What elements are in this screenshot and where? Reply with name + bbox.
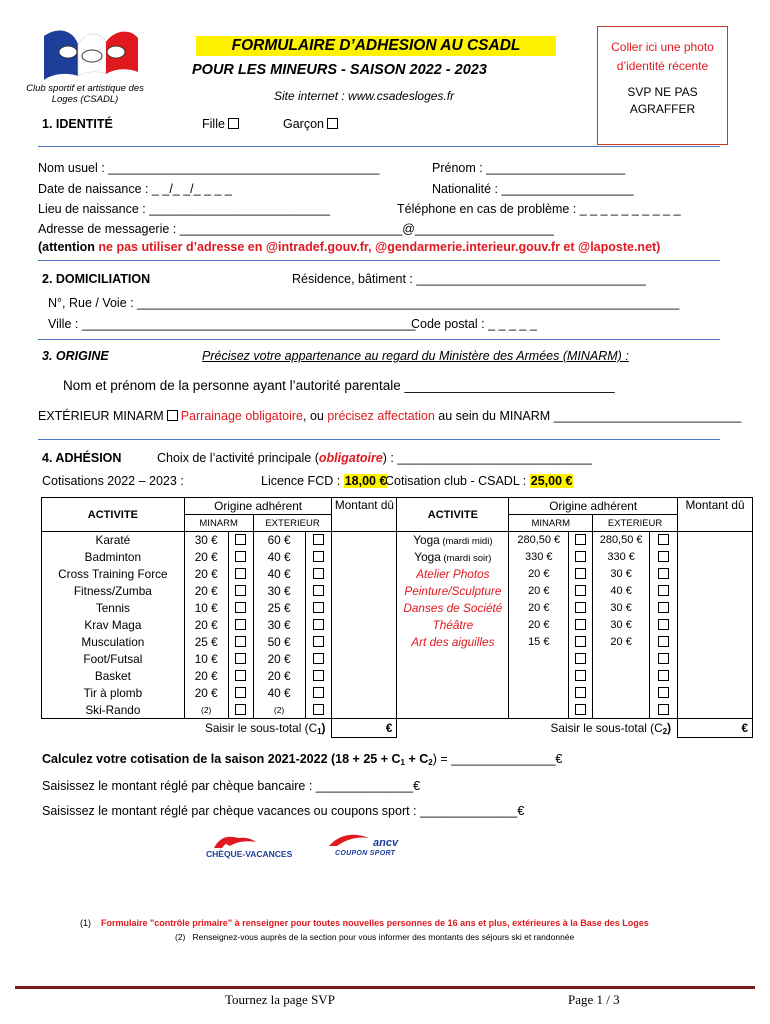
minarm-checkbox[interactable] xyxy=(235,704,246,715)
montant-input[interactable] xyxy=(678,634,753,651)
footnote-2: (2) Renseignez-vous auprès de la section pour vous informer des montants des séjours ski et randonnée xyxy=(175,932,575,942)
minarm-checkbox[interactable] xyxy=(235,670,246,681)
cotisation-club xyxy=(385,474,573,488)
exterieur-checkbox-cell[interactable] xyxy=(305,685,332,702)
exterieur-checkbox[interactable] xyxy=(313,602,324,613)
minarm-checkbox-cell[interactable] xyxy=(228,702,253,719)
cotisation-table xyxy=(41,497,753,738)
table-row xyxy=(42,532,753,549)
garcon-checkbox[interactable] xyxy=(327,118,338,129)
exterieur-checkbox[interactable] xyxy=(313,585,324,596)
exterieur-checkbox-cell[interactable] xyxy=(305,668,332,685)
fille-label: Fille xyxy=(202,117,225,131)
minarm-price: (2) xyxy=(184,702,228,719)
cheque-vacances-logo: CHÈQUE-VACANCES xyxy=(200,832,310,862)
affectation-field[interactable]: au sein du MINARM ___________________________ xyxy=(434,409,742,423)
col-header-activite: ACTIVITE xyxy=(42,498,185,532)
minarm-checkbox[interactable] xyxy=(235,619,246,630)
activity-name xyxy=(397,685,509,702)
choix-suffix: ) : ____________________________ xyxy=(382,451,593,465)
footer-page-number: Page 1 / 3 xyxy=(568,992,620,1007)
table-row xyxy=(42,549,753,566)
minarm-checkbox-cell[interactable] xyxy=(569,583,593,600)
activity-name: Fitness/Zumba xyxy=(42,583,185,600)
table-row xyxy=(42,583,753,600)
exterieur-price: 30 € xyxy=(593,600,650,617)
exterieur-price: 30 € xyxy=(593,566,650,583)
minarm-price: 10 € xyxy=(184,600,228,617)
divider xyxy=(38,146,720,147)
garcon-option[interactable] xyxy=(283,117,338,131)
activity-name xyxy=(397,702,509,719)
section-domiciliation-heading: 2. DOMICILIATION xyxy=(42,272,151,286)
activity-name: Ski-Rando xyxy=(42,702,185,719)
montant-input[interactable] xyxy=(332,566,397,583)
club-label: Cotisation club - CSADL : xyxy=(385,474,527,488)
exterieur-checkbox-cell[interactable] xyxy=(650,583,678,600)
minarm-checkbox[interactable] xyxy=(575,568,586,579)
minarm-price: 30 € xyxy=(184,532,228,549)
minarm-checkbox[interactable] xyxy=(235,687,246,698)
exterieur-minarm-line xyxy=(38,409,741,423)
lieu-naissance-field[interactable]: Lieu de naissance : __________________________ xyxy=(38,202,330,216)
activity-name: Foot/Futsal xyxy=(42,651,185,668)
montant-input[interactable] xyxy=(332,600,397,617)
exterieur-checkbox-cell[interactable] xyxy=(650,634,678,651)
minarm-checkbox[interactable] xyxy=(235,585,246,596)
csadl-logo xyxy=(38,24,142,86)
exterieur-checkbox[interactable] xyxy=(658,551,669,562)
col-header-exterieur-2: EXTERIEUR xyxy=(593,515,678,532)
montant-input[interactable] xyxy=(678,583,753,600)
exterieur-minarm-checkbox[interactable] xyxy=(167,410,178,421)
telephone-field[interactable]: Téléphone en cas de problème : _ _ _ _ _ _ _ _ _ _ xyxy=(397,202,681,216)
exterieur-checkbox[interactable] xyxy=(658,704,669,715)
exterieur-checkbox-cell[interactable] xyxy=(650,600,678,617)
exterieur-price: 30 € xyxy=(253,583,305,600)
exterieur-price xyxy=(593,702,650,719)
exterieur-price xyxy=(593,651,650,668)
form-title: FORMULAIRE D’ADHESION AU CSADL xyxy=(196,36,556,56)
table-row xyxy=(42,685,753,702)
minarm-checkbox[interactable] xyxy=(575,670,586,681)
montant-input[interactable] xyxy=(332,685,397,702)
photo-box[interactable] xyxy=(597,26,728,145)
table-row xyxy=(42,566,753,583)
ville-field[interactable]: Ville : ________________________________________________ xyxy=(48,317,416,331)
exterieur-price: 20 € xyxy=(253,651,305,668)
minarm-checkbox-cell[interactable] xyxy=(228,566,253,583)
exterieur-checkbox-cell[interactable] xyxy=(305,566,332,583)
exterieur-checkbox[interactable] xyxy=(658,636,669,647)
minarm-checkbox[interactable] xyxy=(235,636,246,647)
exterieur-checkbox[interactable] xyxy=(313,551,324,562)
exterieur-checkbox[interactable] xyxy=(313,636,324,647)
activity-name: Tir à plomb xyxy=(42,685,185,702)
divider xyxy=(38,339,720,340)
activity-name: Krav Maga xyxy=(42,617,185,634)
exterieur-checkbox-cell[interactable] xyxy=(305,702,332,719)
montant-input[interactable] xyxy=(678,532,753,549)
table-row xyxy=(42,617,753,634)
exterieur-price xyxy=(593,685,650,702)
activity-name: Basket xyxy=(42,668,185,685)
section-origine-heading: 3. ORIGINE xyxy=(42,349,109,363)
nom-field[interactable]: Nom usuel : _______________________________________ xyxy=(38,161,380,175)
minarm-checkbox[interactable] xyxy=(575,636,586,647)
montant-input[interactable] xyxy=(678,685,753,702)
minarm-price: 280,50 € xyxy=(509,532,569,549)
exterieur-checkbox[interactable] xyxy=(658,619,669,630)
col-header-exterieur: EXTERIEUR xyxy=(253,515,332,532)
minarm-price: 20 € xyxy=(184,549,228,566)
website-link[interactable]: Site internet : www.csadesloges.fr xyxy=(274,89,455,103)
email-field[interactable]: Adresse de messagerie : ________________________________@____________________ xyxy=(38,222,554,236)
minarm-price: 20 € xyxy=(509,600,569,617)
montant-input[interactable] xyxy=(678,566,753,583)
minarm-checkbox[interactable] xyxy=(235,602,246,613)
minarm-checkbox-cell[interactable] xyxy=(228,532,253,549)
footer-divider xyxy=(15,986,755,989)
photo-box-instruction: Coller ici une photo d’identité récente xyxy=(611,40,714,73)
exterieur-checkbox[interactable] xyxy=(313,670,324,681)
fille-checkbox[interactable] xyxy=(228,118,239,129)
email-warning xyxy=(38,240,660,254)
minarm-price: 25 € xyxy=(184,634,228,651)
minarm-checkbox-cell[interactable] xyxy=(228,651,253,668)
minarm-checkbox-cell[interactable] xyxy=(569,634,593,651)
minarm-checkbox[interactable] xyxy=(575,619,586,630)
exterieur-checkbox-cell[interactable] xyxy=(650,532,678,549)
exterieur-checkbox-cell[interactable] xyxy=(305,617,332,634)
minarm-checkbox-cell[interactable] xyxy=(569,617,593,634)
montant-input[interactable] xyxy=(678,600,753,617)
activity-name: Tennis xyxy=(42,600,185,617)
minarm-checkbox-cell[interactable] xyxy=(569,532,593,549)
activity-name: Karaté xyxy=(42,532,185,549)
exterieur-price: 40 € xyxy=(253,549,305,566)
exterieur-price: 20 € xyxy=(253,668,305,685)
licence-fcd xyxy=(261,474,387,488)
minarm-checkbox[interactable] xyxy=(575,687,586,698)
exterieur-checkbox-cell[interactable] xyxy=(650,651,678,668)
activity-name: Atelier Photos xyxy=(397,566,509,583)
exterieur-checkbox-cell[interactable] xyxy=(650,566,678,583)
choix-prefix: Choix de l’activité principale ( xyxy=(157,451,319,465)
minarm-checkbox-cell[interactable] xyxy=(569,566,593,583)
exterieur-checkbox[interactable] xyxy=(313,704,324,715)
parrainage-text: Parrainage obligatoire xyxy=(180,409,304,423)
montant-input[interactable] xyxy=(332,668,397,685)
exterieur-checkbox[interactable] xyxy=(313,534,324,545)
residence-field[interactable]: Résidence, bâtiment : _________________________________ xyxy=(292,272,646,286)
minarm-checkbox-cell[interactable] xyxy=(569,651,593,668)
montant-input[interactable] xyxy=(678,651,753,668)
exterieur-price: 280,50 € xyxy=(593,532,650,549)
exterieur-checkbox[interactable] xyxy=(658,670,669,681)
activity-name xyxy=(397,668,509,685)
minarm-checkbox-cell[interactable] xyxy=(569,549,593,566)
exterieur-price: 25 € xyxy=(253,600,305,617)
minarm-price xyxy=(509,668,569,685)
exterieur-checkbox[interactable] xyxy=(658,568,669,579)
activity-name: Art des aiguilles xyxy=(397,634,509,651)
nationalite-field[interactable]: Nationalité : ___________________ xyxy=(432,182,634,196)
section-adhesion-heading: 4. ADHÉSION xyxy=(42,451,122,465)
subtotal-c2-input[interactable]: € xyxy=(678,719,753,738)
table-row xyxy=(42,651,753,668)
choix-obligatoire: obligatoire xyxy=(318,451,383,465)
minarm-checkbox-cell[interactable] xyxy=(569,685,593,702)
activity-name: Badminton xyxy=(42,549,185,566)
exterieur-checkbox-cell[interactable] xyxy=(650,702,678,719)
email-warning-prefix: (attention xyxy=(38,240,95,254)
table-row xyxy=(42,702,753,719)
col-header-montant-2: Montant dû xyxy=(678,498,753,532)
exterieur-checkbox-cell[interactable] xyxy=(650,668,678,685)
minarm-price: 20 € xyxy=(509,617,569,634)
minarm-checkbox[interactable] xyxy=(235,653,246,664)
exterieur-checkbox[interactable] xyxy=(658,602,669,613)
table-row xyxy=(42,600,753,617)
exterieur-price: 40 € xyxy=(253,685,305,702)
exterieur-checkbox[interactable] xyxy=(658,653,669,664)
minarm-checkbox-cell[interactable] xyxy=(569,668,593,685)
exterieur-checkbox-cell[interactable] xyxy=(305,600,332,617)
exterieur-price: (2) xyxy=(253,702,305,719)
minarm-price: 15 € xyxy=(509,634,569,651)
logo-caption: Club sportif et artistique des Loges (CSADL) xyxy=(26,83,144,105)
montant-input[interactable] xyxy=(332,549,397,566)
exterieur-checkbox[interactable] xyxy=(658,585,669,596)
exterieur-price: 60 € xyxy=(253,532,305,549)
origine-instruction: Précisez votre appartenance au regard du Ministère des Armées (MINARM) : xyxy=(202,349,629,363)
activite-principale-field[interactable] xyxy=(157,451,592,465)
subtotal-c1-input[interactable]: € xyxy=(332,719,397,738)
ancv-coupon-sport-logo: ancv COUPON SPORT xyxy=(325,832,425,862)
date-naissance-field[interactable]: Date de naissance : _ _/_ _/_ _ _ _ xyxy=(38,182,232,196)
divider xyxy=(38,260,720,261)
exterieur-checkbox-cell[interactable] xyxy=(305,583,332,600)
exterieur-checkbox-cell[interactable] xyxy=(305,549,332,566)
rue-field[interactable]: N°, Rue / Voie : ______________________________________________________________________________ xyxy=(48,296,680,310)
exterieur-price: 20 € xyxy=(593,634,650,651)
minarm-price: 20 € xyxy=(184,566,228,583)
minarm-checkbox[interactable] xyxy=(575,602,586,613)
exterieur-price xyxy=(593,668,650,685)
minarm-checkbox-cell[interactable] xyxy=(228,583,253,600)
exterieur-checkbox-cell[interactable] xyxy=(650,617,678,634)
subtotal-c1-label: Saisir le sous-total (C1) xyxy=(204,720,326,736)
montant-input[interactable] xyxy=(332,634,397,651)
activity-name xyxy=(397,651,509,668)
activity-name: Danses de Société xyxy=(397,600,509,617)
minarm-checkbox-cell[interactable] xyxy=(569,600,593,617)
calcul-total-field[interactable]: Calculez votre cotisation de la saison 2021-2022 (18 + 25 + C1 + C2) = _______________€ xyxy=(42,752,563,767)
minarm-price: 20 € xyxy=(509,583,569,600)
exterieur-price: 40 € xyxy=(253,566,305,583)
minarm-price: 330 € xyxy=(509,549,569,566)
code-postal-field[interactable]: Code postal : _ _ _ _ _ xyxy=(411,317,537,331)
exterieur-checkbox-cell[interactable] xyxy=(305,532,332,549)
col-header-minarm: MINARM xyxy=(184,515,253,532)
minarm-checkbox-cell[interactable] xyxy=(228,634,253,651)
exterieur-checkbox[interactable] xyxy=(313,568,324,579)
activity-name: Musculation xyxy=(42,634,185,651)
col-header-activite-2: ACTIVITE xyxy=(397,498,509,532)
montant-input[interactable] xyxy=(332,532,397,549)
subtotal-c2-label: Saisir le sous-total (C2) xyxy=(550,720,672,736)
minarm-price: 20 € xyxy=(184,617,228,634)
minarm-checkbox-cell[interactable] xyxy=(569,702,593,719)
minarm-price: 20 € xyxy=(509,566,569,583)
minarm-price: 20 € xyxy=(184,668,228,685)
exterieur-price: 30 € xyxy=(253,617,305,634)
minarm-checkbox-cell[interactable] xyxy=(228,668,253,685)
exterieur-checkbox[interactable] xyxy=(313,653,324,664)
minarm-price xyxy=(509,702,569,719)
activity-name: Yoga (mardi soir) xyxy=(397,549,509,566)
activity-name: Cross Training Force xyxy=(42,566,185,583)
exterieur-checkbox-cell[interactable] xyxy=(650,549,678,566)
garcon-label: Garçon xyxy=(283,117,324,131)
activity-name: Peinture/Sculpture xyxy=(397,583,509,600)
exterieur-checkbox[interactable] xyxy=(658,687,669,698)
minarm-checkbox[interactable] xyxy=(235,534,246,545)
col-header-montant: Montant dû xyxy=(332,498,397,532)
montant-input[interactable] xyxy=(332,702,397,719)
montant-input[interactable] xyxy=(332,651,397,668)
minarm-price xyxy=(509,685,569,702)
cotisations-label: Cotisations 2022 – 2023 : xyxy=(42,474,184,488)
minarm-checkbox-cell[interactable] xyxy=(228,549,253,566)
minarm-checkbox-cell[interactable] xyxy=(228,685,253,702)
montant-input[interactable] xyxy=(678,617,753,634)
table-row xyxy=(42,634,753,651)
exterieur-price: 330 € xyxy=(593,549,650,566)
montant-input[interactable] xyxy=(332,583,397,600)
ou-text: , ou xyxy=(303,409,328,423)
email-warning-text: ne pas utiliser d’adresse en @intradef.gouv.fr, @gendarmerie.interieur.gouv.fr et @laposte.net) xyxy=(94,240,661,254)
col-header-minarm-2: MINARM xyxy=(509,515,593,532)
minarm-checkbox-cell[interactable] xyxy=(228,617,253,634)
montant-input[interactable] xyxy=(678,702,753,719)
prenom-field[interactable]: Prénom : ____________________ xyxy=(432,161,626,175)
montant-input[interactable] xyxy=(332,617,397,634)
minarm-price: 20 € xyxy=(184,583,228,600)
minarm-checkbox-cell[interactable] xyxy=(228,600,253,617)
col-header-origine: Origine adhérent xyxy=(184,498,332,515)
licence-value: 18,00 € xyxy=(344,474,387,488)
affectation-text: précisez affectation xyxy=(327,409,435,423)
exterieur-checkbox-cell[interactable] xyxy=(650,685,678,702)
exterieur-minarm-label: EXTÉRIEUR MINARM xyxy=(38,409,164,423)
table-row xyxy=(42,668,753,685)
minarm-checkbox[interactable] xyxy=(575,534,586,545)
exterieur-checkbox-cell[interactable] xyxy=(305,651,332,668)
minarm-checkbox[interactable] xyxy=(235,568,246,579)
minarm-checkbox[interactable] xyxy=(575,551,586,562)
exterieur-checkbox[interactable] xyxy=(313,687,324,698)
club-value: 25,00 € xyxy=(530,474,573,488)
minarm-checkbox[interactable] xyxy=(575,653,586,664)
photo-box-warning: SVP NE PAS AGRAFFER xyxy=(627,85,698,116)
minarm-price: 20 € xyxy=(184,685,228,702)
exterieur-checkbox-cell[interactable] xyxy=(305,634,332,651)
footer-turn-page: Tournez la page SVP xyxy=(225,992,335,1007)
exterieur-price: 40 € xyxy=(593,583,650,600)
activity-name: Yoga (mardi midi) xyxy=(397,532,509,549)
minarm-checkbox[interactable] xyxy=(575,585,586,596)
licence-label: Licence FCD : xyxy=(261,474,341,488)
minarm-price xyxy=(509,651,569,668)
autorite-parentale-field[interactable]: Nom et prénom de la personne ayant l’autorité parentale ____________________________ xyxy=(63,378,615,393)
exterieur-checkbox[interactable] xyxy=(313,619,324,630)
cheque-vacances-bird-icon xyxy=(200,832,310,850)
exterieur-price: 30 € xyxy=(593,617,650,634)
minarm-checkbox[interactable] xyxy=(575,704,586,715)
fille-option[interactable] xyxy=(202,117,239,131)
cheque-bancaire-field[interactable]: Saisissez le montant réglé par chèque bancaire : ______________€ xyxy=(42,779,421,793)
section-identite-heading: 1. IDENTITÉ xyxy=(42,117,113,131)
divider xyxy=(38,439,720,440)
exterieur-checkbox[interactable] xyxy=(658,534,669,545)
exterieur-price: 50 € xyxy=(253,634,305,651)
cheque-vacances-field[interactable]: Saisissez le montant réglé par chèque vacances ou coupons sport : ______________€ xyxy=(42,804,525,818)
activity-name: Théâtre xyxy=(397,617,509,634)
minarm-price: 10 € xyxy=(184,651,228,668)
montant-input[interactable] xyxy=(678,668,753,685)
montant-input[interactable] xyxy=(678,549,753,566)
form-subtitle: POUR LES MINEURS - SAISON 2022 - 2023 xyxy=(192,62,487,78)
col-header-origine-2: Origine adhérent xyxy=(509,498,678,515)
footnote-1: (1) Formulaire "contrôle primaire" à renseigner pour toutes nouvelles personnes de 16 ans et plus, extérieures à la Base des Loges xyxy=(80,918,649,928)
minarm-checkbox[interactable] xyxy=(235,551,246,562)
